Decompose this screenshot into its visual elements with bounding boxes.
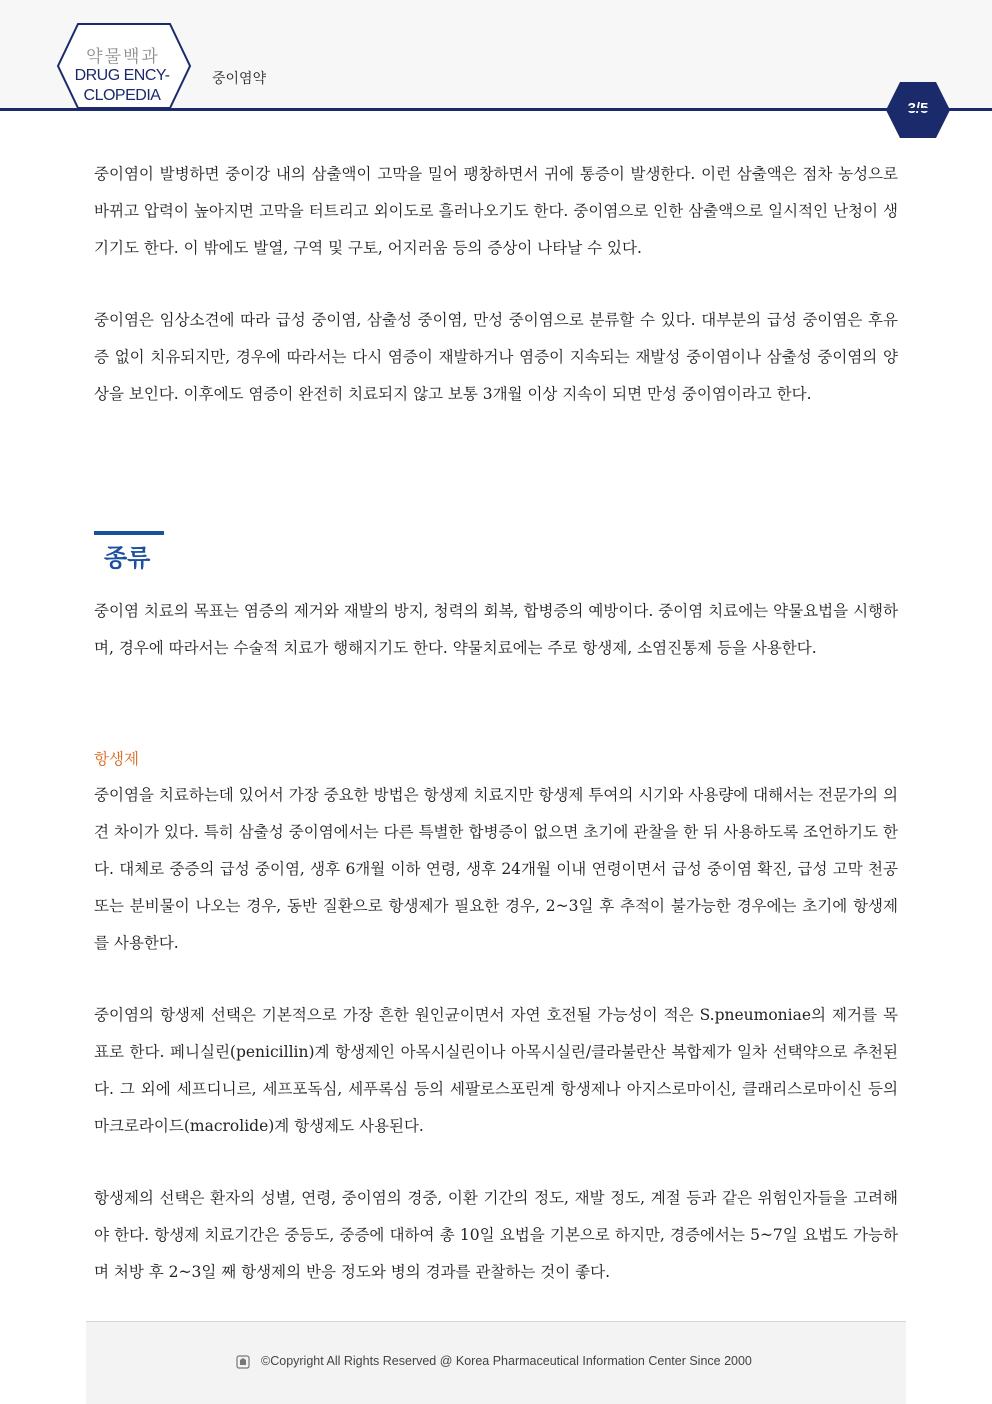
section-accent-bar: [94, 531, 164, 535]
subsection-title: 항생제: [94, 750, 139, 768]
subsection-paragraph-2: 중이염의 항생제 선택은 기본적으로 가장 흔한 원인균이면서 자연 호전될 가능성이 적은 S.pneumoniae의 제거를 목표로 한다. 페니실린(penicillin)계 항생제인 아목시실린이나 아목시실린/클라불란산 복합제가 일차 선택약으로 추천된다. 그 외에 세프디니르, 세프포독심, 세푸록심 등의 세팔로스포린계 항생제나 아지스로마이신, 클래리스로마이신 등의 마크로라이드(macrolide)계 항생제도 사용된다.: [94, 1006, 898, 1135]
logo-english: [72, 66, 172, 106]
logo-korean: 약물백과: [86, 47, 160, 67]
copyright-text: ©Copyright All Rights Reserved @ Korea Pharmaceutical Information Center Since 2000: [261, 1354, 752, 1368]
intro-paragraph-1: 중이염이 발병하면 중이강 내의 삼출액이 고막을 밀어 팽창하면서 귀에 통증이 발생한다. 이런 삼출액은 점차 농성으로 바뀌고 압력이 높아지면 고막을 터트리고 외이도로 흘러나오기도 한다. 중이염으로 인한 삼출액으로 일시적인 난청이 생기기도 한다. 이 밖에도 발열, 구역 및 구토, 어지러움 등의 증상이 나타날 수 있다.: [94, 165, 898, 257]
logo-english-line1: DRUG ENCY-: [74, 67, 170, 84]
emblem-icon: [236, 1355, 250, 1369]
subsection-paragraph-1: 중이염을 치료하는데 있어서 가장 중요한 방법은 항생제 치료지만 항생제 투여의 시기와 사용량에 대해서는 전문가의 의견 차이가 있다. 특히 삼출성 중이염에서는 다른 특별한 합병증이 없으면 초기에 관찰을 한 뒤 사용하도록 조언하기도 한다. 대체로 중증의 급성 중이염, 생후 6개월 이하 연령, 생후 24개월 이내 연령이면서 급성 중이염 확진, 급성 고막 천공 또는 분비물이 나오는 경우, 동반 질환으로 항생제가 필요한 경우, 2~3일 후 추적이 불가능한 경우에는 초기에 항생제를 사용한다.: [94, 786, 898, 952]
page-footer: [86, 1321, 906, 1404]
section-intro-paragraph: 중이염 치료의 목표는 염증의 제거와 재발의 방지, 청력의 회복, 합병증의 예방이다. 중이염 치료에는 약물요법을 시행하며, 경우에 따라서는 수술적 치료가 행해지기도 한다. 약물치료에는 주로 항생제, 소염진통제 등을 사용한다.: [94, 602, 898, 657]
header-divider: [0, 108, 992, 111]
intro-paragraph-2: 중이염은 임상소견에 따라 급성 중이염, 삼출성 중이염, 만성 중이염으로 분류할 수 있다. 대부분의 급성 중이염은 후유증 없이 치유되지만, 경우에 따라서는 다시 염증이 재발하거나 염증이 지속되는 재발성 중이염이나 삼출성 중이염의 양상을 보인다. 이후에도 염증이 완전히 치료되지 않고 보통 3개월 이상 지속이 되면 만성 중이염이라고 한다.: [94, 311, 898, 403]
page-header: [0, 0, 992, 110]
document-title: 중이염약: [212, 71, 267, 87]
section-title: 종류: [104, 544, 151, 572]
logo-english-line2: CLOPEDIA: [83, 87, 161, 104]
subsection-paragraph-3: 항생제의 선택은 환자의 성별, 연령, 중이염의 경중, 이환 기간의 정도, 재발 정도, 계절 등과 같은 위험인자들을 고려해야 한다. 항생제 치료기간은 중등도, 중증에 대하여 총 10일 요법을 기본으로 하지만, 경증에서는 5~7일 요법도 가능하며 처방 후 2~3일 째 항생제의 반응 정도와 병의 경과를 관찰하는 것이 좋다.: [94, 1189, 898, 1281]
